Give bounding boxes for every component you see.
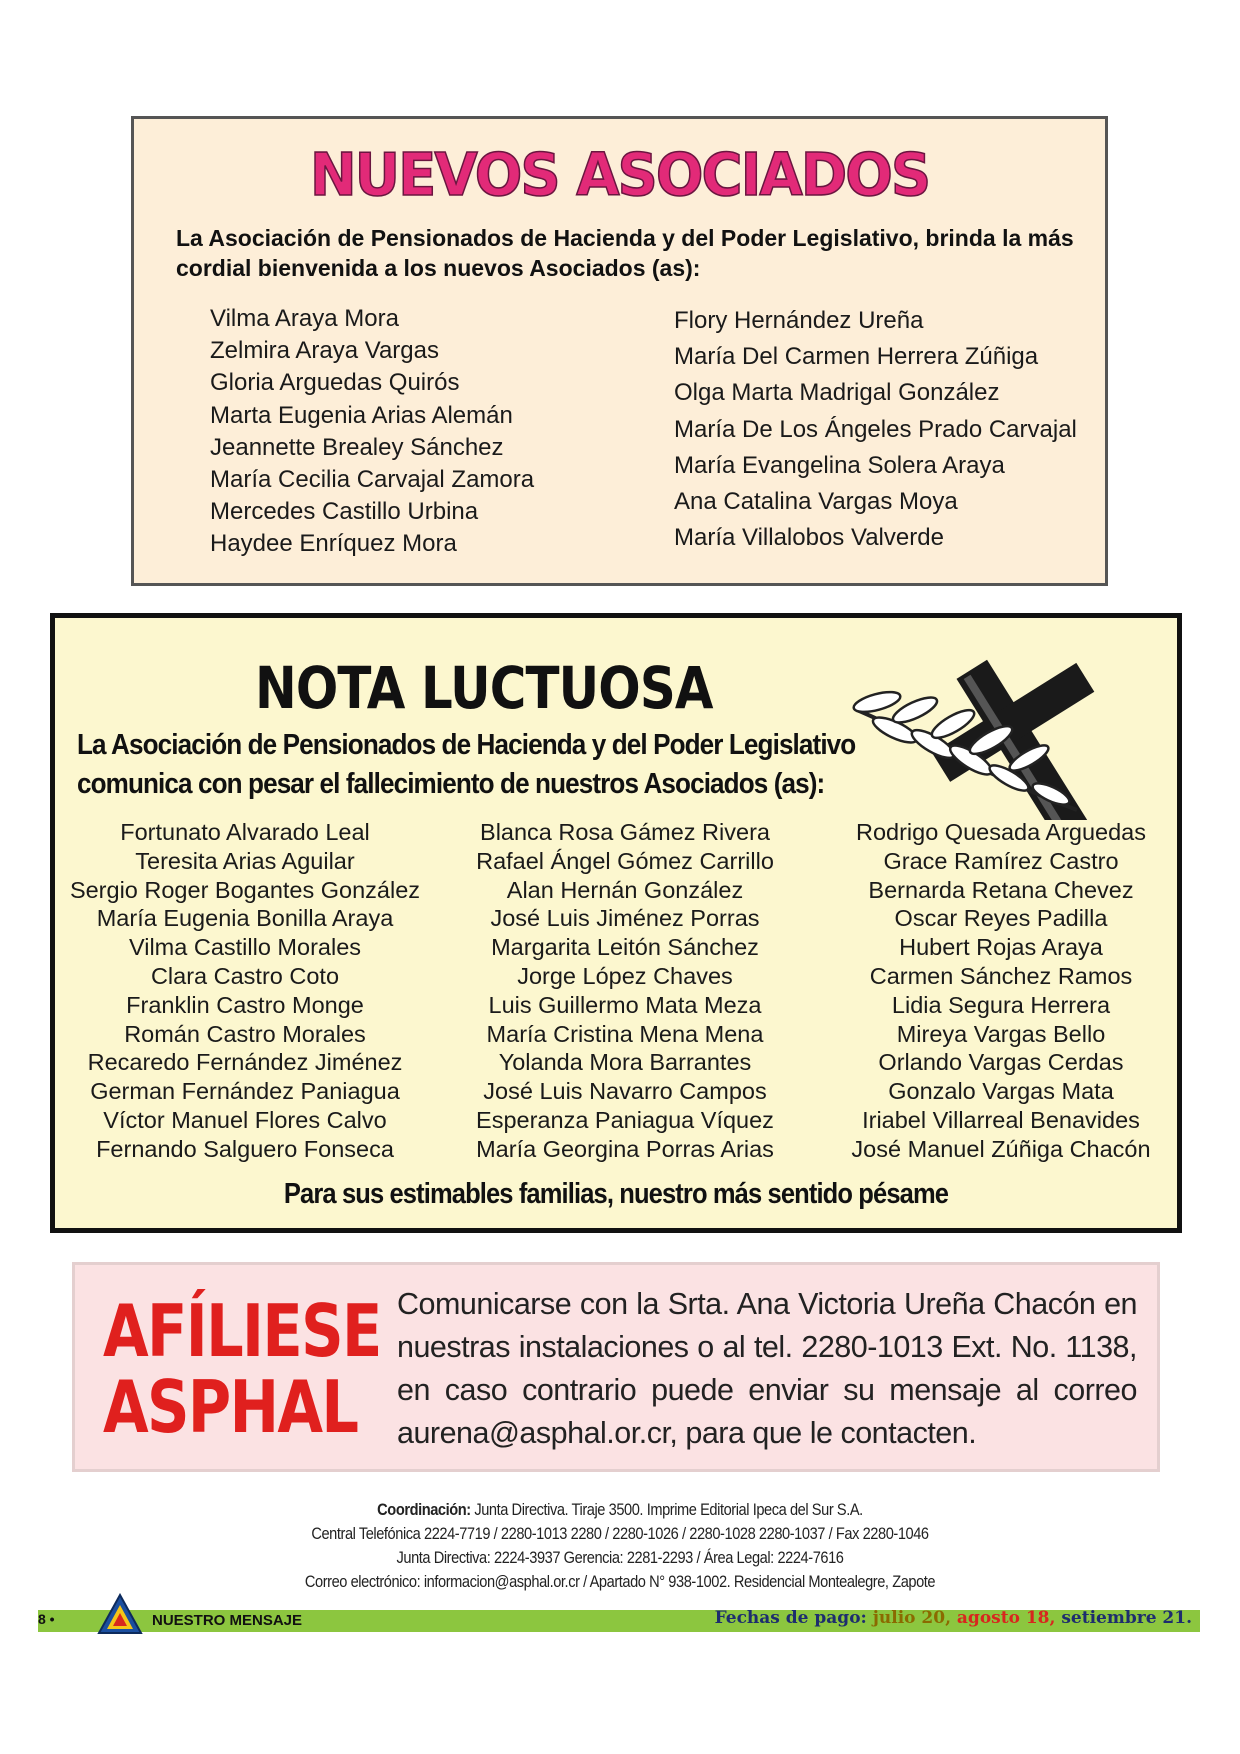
payment-date-2: agosto 18,	[956, 1608, 1056, 1628]
payment-date-3: setiembre 21.	[1061, 1608, 1192, 1628]
name-item: María Villalobos Valverde	[674, 524, 944, 552]
name-item: Blanca Rosa Gámez Rivera	[480, 819, 770, 845]
name-item: Sergio Roger Bogantes González	[69, 876, 421, 903]
name-item: María Cristina Mena Mena	[486, 1020, 764, 1047]
name-item: Fortunato Alvarado Leal	[120, 819, 370, 845]
name-item: Rafael Ángel Gómez Carrillo	[476, 847, 774, 874]
name-item: María Cecilia Carvajal Zamora	[210, 466, 535, 494]
payment-dates-label: Fechas de pago:	[714, 1608, 867, 1628]
name-item: Fernando Salguero Fonseca	[96, 1135, 394, 1162]
name-item: Teresita Arias Aguilar	[135, 847, 355, 874]
name-item: Carmen Sánchez Ramos	[869, 962, 1133, 989]
name-item: María Georgina Porras Arias	[476, 1135, 774, 1162]
name-item: Vilma Castillo Morales	[128, 934, 362, 961]
nuevos-title: NUEVOS ASOCIADOS	[309, 141, 930, 210]
nota-names-col-3	[815, 818, 1187, 1164]
nuevos-intro: La Asociación de Pensionados de Hacienda y del Poder Legislativo, brinda la más cordial bienvenida a los nuevos Asociados (as):	[176, 225, 1074, 281]
afiliese-title	[103, 1289, 381, 1449]
name-item: Hubert Rojas Araya	[899, 934, 1103, 961]
name-item: Iriabel Villarreal Benavides	[862, 1106, 1140, 1133]
name-item: Haydee Enríquez Mora	[210, 530, 457, 558]
name-item: Oscar Reyes Padilla	[894, 905, 1108, 932]
name-item: Orlando Vargas Cerdas	[878, 1049, 1124, 1076]
footer-departments: Junta Directiva: 2224-3937 Gerencia: 2281-2293 / Área Legal: 2224-7616	[396, 1548, 844, 1567]
name-item: Rodrigo Quesada Arguedas	[855, 819, 1147, 845]
name-item: Esperanza Paniagua Víquez	[476, 1106, 774, 1133]
name-item: Olga Marta Madrigal González	[674, 379, 1000, 407]
name-item: Yolanda Mora Barrantes	[498, 1049, 752, 1076]
name-item: María Del Carmen Herrera Zúñiga	[674, 343, 1039, 371]
afiliese-box	[72, 1262, 1160, 1472]
name-item: Mercedes Castillo Urbina	[210, 498, 479, 526]
name-item: Jorge López Chaves	[517, 962, 733, 989]
nota-title: NOTA LUCTUOSA	[255, 654, 713, 722]
footer-credits	[0, 1498, 1240, 1594]
cross-with-olive-branch-icon	[837, 640, 1167, 820]
name-item: Luis Guillermo Mata Meza	[488, 991, 762, 1018]
name-item: Marta Eugenia Arias Alemán	[210, 401, 513, 429]
name-item: Víctor Manuel Flores Calvo	[103, 1106, 387, 1133]
footer-phones: Central Telefónica 2224-7719 / 2280-1013 2280 / 2280-1026 / 2280-1028 2280-1037 / Fax 2280-1046	[311, 1524, 929, 1543]
nota-names-col-1	[55, 818, 435, 1164]
name-item: Bernarda Retana Chevez	[868, 876, 1134, 903]
publication-name: NUESTRO MENSAJE	[152, 1612, 303, 1629]
name-item: Grace Ramírez Castro	[883, 847, 1119, 874]
name-item: Recaredo Fernández Jiménez	[87, 1049, 403, 1076]
footer-email-address: Correo electrónico: informacion@asphal.or.cr / Apartado N° 938-1002. Residencial Montealegre, Zapote	[304, 1572, 936, 1591]
nuevos-asociados-box	[131, 116, 1108, 586]
name-item: Ana Catalina Vargas Moya	[674, 488, 958, 516]
name-item: Margarita Leitón Sánchez	[491, 934, 759, 961]
payment-date-1: julio 20,	[872, 1608, 951, 1628]
name-item: Vilma Araya Mora	[210, 305, 399, 332]
nota-intro: La Asociación de Pensionados de Hacienda y del Poder Legislativo comunica con pesar el fallecimiento de nuestros Asociados (as):	[77, 729, 856, 800]
name-item: Franklin Castro Monge	[126, 991, 364, 1018]
name-item: German Fernández Paniagua	[90, 1078, 400, 1105]
name-item: María De Los Ángeles Prado Carvajal	[674, 415, 1077, 443]
name-item: María Evangelina Solera Araya	[674, 451, 1005, 479]
afiliese-contact-text: Comunicarse con la Srta. Ana Victoria Ureña Chacón en nuestras instalaciones o al tel. 2280-1013 Ext. No. 1138, en caso contrario puede enviar su mensaje al correo aurena@asphal.or.cr, para que le contacten.	[397, 1287, 1137, 1450]
name-item: Mireya Vargas Bello	[896, 1020, 1106, 1047]
afiliese-title-line1: AFÍLIESE	[103, 1289, 381, 1373]
name-item: María Eugenia Bonilla Araya	[96, 905, 394, 932]
name-item: José Manuel Zúñiga Chacón	[851, 1135, 1151, 1162]
nuevos-names-col-1	[210, 303, 534, 561]
name-item: Flory Hernández Ureña	[674, 307, 924, 334]
nota-luctuosa-box	[50, 613, 1182, 1233]
footer-coordinacion-label: Coordinación:	[377, 1500, 471, 1519]
nota-names-col-2	[435, 818, 815, 1164]
payment-dates	[715, 1608, 1192, 1628]
name-item: Alan Hernán González	[506, 876, 744, 903]
name-item: Jeannette Brealey Sánchez	[210, 433, 504, 461]
footer-coordinacion-text: Junta Directiva. Tiraje 3500. Imprime Editorial Ipeca del Sur S.A.	[470, 1500, 863, 1519]
page-number: 8 •	[38, 1611, 55, 1627]
name-item: Román Castro Morales	[124, 1020, 366, 1047]
asphal-logo-icon	[97, 1593, 143, 1635]
name-item: Gloria Arguedas Quirós	[210, 369, 460, 397]
nota-closing: Para sus estimables familias, nuestro más sentido pésame	[283, 1178, 949, 1210]
name-item: José Luis Jiménez Porras	[490, 905, 760, 932]
name-item: Gonzalo Vargas Mata	[888, 1078, 1114, 1105]
name-item: José Luis Navarro Campos	[483, 1078, 767, 1105]
footer-coordinacion	[87, 1498, 1153, 1522]
name-item: Lidia Segura Herrera	[891, 991, 1111, 1018]
name-item: Clara Castro Coto	[150, 962, 340, 989]
afiliese-title-line2: ASPHAL	[103, 1365, 358, 1449]
nuevos-names-col-2	[674, 303, 1077, 556]
name-item: Zelmira Araya Vargas	[210, 337, 439, 365]
